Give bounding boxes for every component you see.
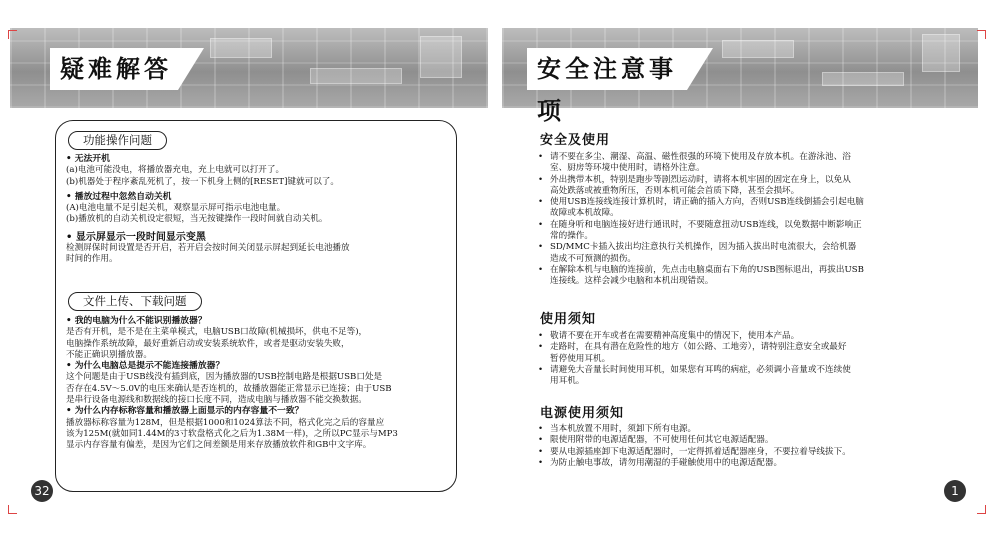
list-line: • 使用USB连接线连接计算机时，请正确的插入方向，否则USB连线倒插会引起电脑 [550, 197, 864, 208]
section-transfer-body [66, 316, 454, 452]
faq-heading: • 无法开机 [66, 154, 454, 165]
faq-line: 这个问题是由于USB线没有插到底，因为播放器的USB控制电路是根据USB口处是 [66, 372, 383, 383]
list-line: • 在随身听和电脑连接好进行通讯时，不要随意扭动USB连线，以免数据中断影响正 [550, 219, 862, 230]
section-heading-safety: 安全及使用 [540, 133, 611, 148]
faq-line: 否存在4.5V～5.0V的电压来确认是否连机的，故播放器能正常显示已连接；由于USB [66, 383, 392, 394]
list-item [538, 435, 948, 446]
list-item [538, 197, 948, 220]
section-heading-usage: 使用须知 [540, 312, 597, 327]
list-item [538, 342, 948, 365]
page-number: 1 [944, 480, 966, 502]
list-item [538, 447, 948, 458]
crop-mark [8, 30, 17, 39]
circuit-decoration [822, 72, 904, 86]
list-line: 用耳机。 [550, 376, 585, 387]
circuit-decoration [722, 40, 794, 58]
list-item [538, 331, 948, 342]
list-item [538, 265, 948, 288]
list-item [538, 220, 948, 243]
list-line: • 要从电源插座卸下电源适配器时，一定得抓着适配器座身，不要拉着导线拔下。 [550, 446, 851, 457]
list-line: • 敬请不要在开车或者在需要精神高度集中的情况下，使用本产品。 [550, 331, 800, 341]
page-title: 安全注意事项 [527, 48, 687, 90]
faq-item [66, 316, 454, 361]
faq-line: 是串行设备电源线和数据线的接口长度不同，造成电脑与播放器不能交换数据。 [66, 395, 367, 406]
faq-heading: • 为什么内存标称容量和播放器上面显示的内存容量不一致？ [66, 406, 454, 417]
faq-heading: • 显示屏显示一段时间显示变黑 [66, 232, 454, 243]
section-tag-function: 功能操作问题 [68, 131, 167, 150]
circuit-decoration [420, 36, 462, 78]
list-line: 高处跌落或被重物所压，否则本机可能会首质下降，甚至会损坏。 [550, 185, 800, 196]
faq-item [66, 192, 454, 226]
list-line: • 为防止触电事故，请勿用潮湿的手碰触使用中的电源适配器。 [550, 457, 783, 468]
list-line: 常的操作。 [550, 231, 593, 242]
crop-mark [977, 30, 986, 39]
list-item [538, 365, 948, 388]
faq-heading: • 我的电脑为什么不能识别播放器？ [66, 316, 454, 327]
list-line: • 请避免大音量长时间使用耳机，如果您有耳鸣的病症，必须调小音量或不连续使 [550, 364, 851, 375]
list-line: • 在解除本机与电脑的连接前，先点击电脑桌面右下角的USB图标退出，再拔出USB [550, 264, 864, 275]
circuit-decoration [210, 38, 272, 58]
list-line: • 请不要在多尘、潮湿、高温、磁性很强的环境下使用及存放本机。在游泳池、浴 [550, 152, 851, 162]
faq-line: (b)机器处于程序紊乱死机了，按一下机身上侧的[RESET]键就可以了。 [66, 176, 339, 187]
list-line: 室、厨房等环境中使用时，请格外注意。 [550, 163, 705, 174]
list-item [538, 152, 948, 175]
faq-line: 播放器标称容量为128M，但是根据1000和1024算法不同，格式化完之后的容量应 [66, 417, 385, 428]
faq-line: (a)电池可能没电，将播放器充电，充上电就可以打开了。 [66, 165, 285, 176]
faq-line: 该为125M(就如同1.44M的3寸软盘格式化之后为1.38M一样)，之所以PC显示与MP3 [66, 428, 398, 439]
list-line: 暂停使用耳机。 [550, 353, 611, 364]
faq-item [66, 361, 454, 406]
list-item [538, 424, 948, 435]
page-number: 32 [31, 480, 53, 502]
faq-line: 检测屏保时间设置是否开启，若开启会按时间关闭显示屏起到延长电池播放 [66, 243, 350, 254]
faq-line: 电脑操作系统故障，最好重新启动或安装系统软件，或者是驱动安装失败， [66, 338, 350, 349]
list-line: 故障或本机故障。 [550, 208, 619, 219]
right-banner [502, 28, 978, 125]
section-heading-power: 电源使用须知 [540, 406, 625, 421]
left-page [0, 0, 496, 538]
faq-item [66, 232, 454, 266]
faq-line: (A)电池电量不足引起关机，观察显示屏可指示电池电量。 [66, 203, 286, 214]
left-banner [10, 28, 488, 108]
list-line: • SD/MMC卡插入拔出均注意执行关机操作，因为插入拔出时电流很大，会给机器 [550, 242, 857, 253]
circuit-decoration [310, 68, 402, 84]
list-item [538, 175, 948, 198]
faq-line: (b)播放机的自动关机设定很短，当无按键操作一段时间就自动关机。 [66, 214, 328, 225]
usage-list [538, 331, 948, 387]
faq-item [66, 154, 454, 188]
faq-heading: • 播放过程中忽然自动关机 [66, 192, 454, 203]
list-line: • 外出携带本机，特别是跑步等剧烈运动时，请将本机牢固的固定在身上，以免从 [550, 174, 851, 185]
list-item [538, 458, 948, 469]
power-list [538, 424, 948, 469]
list-line: • 当本机放置不用时，须卸下所有电源。 [550, 424, 697, 434]
faq-line: 不能正确识别播放器。 [66, 349, 152, 360]
faq-heading: • 为什么电脑总是提示不能连接播放器？ [66, 361, 454, 372]
faq-line: 时间的作用。 [66, 254, 118, 265]
circuit-decoration [922, 34, 960, 72]
faq-line: 显示内存容量有偏差，是因为它们之间差额是用来存放播放软件和GB中文字库。 [66, 440, 372, 451]
list-line: 造成不可预测的损伤。 [550, 253, 636, 264]
list-item [538, 242, 948, 265]
safety-list [538, 152, 948, 288]
faq-item [66, 406, 454, 451]
list-line: 连接线。这样会减少电脑和本机出现错误。 [550, 276, 714, 287]
section-function-body [66, 154, 454, 266]
page-title: 疑难解答 [50, 48, 178, 90]
list-line: • 走路时，在具有潜在危险性的地方（如公路、工地旁），请特别注意安全或最好 [550, 342, 847, 353]
section-tag-transfer: 文件上传、下载问题 [68, 292, 202, 311]
crop-mark [8, 505, 17, 514]
list-line: • 限使用附带的电源适配器，不可使用任何其它电源适配器。 [550, 435, 774, 446]
crop-mark [977, 505, 986, 514]
faq-line: 是否有开机，是不是在主菜单模式，电脑USB口故障(机械损坏，供电不足等)， [66, 327, 368, 338]
